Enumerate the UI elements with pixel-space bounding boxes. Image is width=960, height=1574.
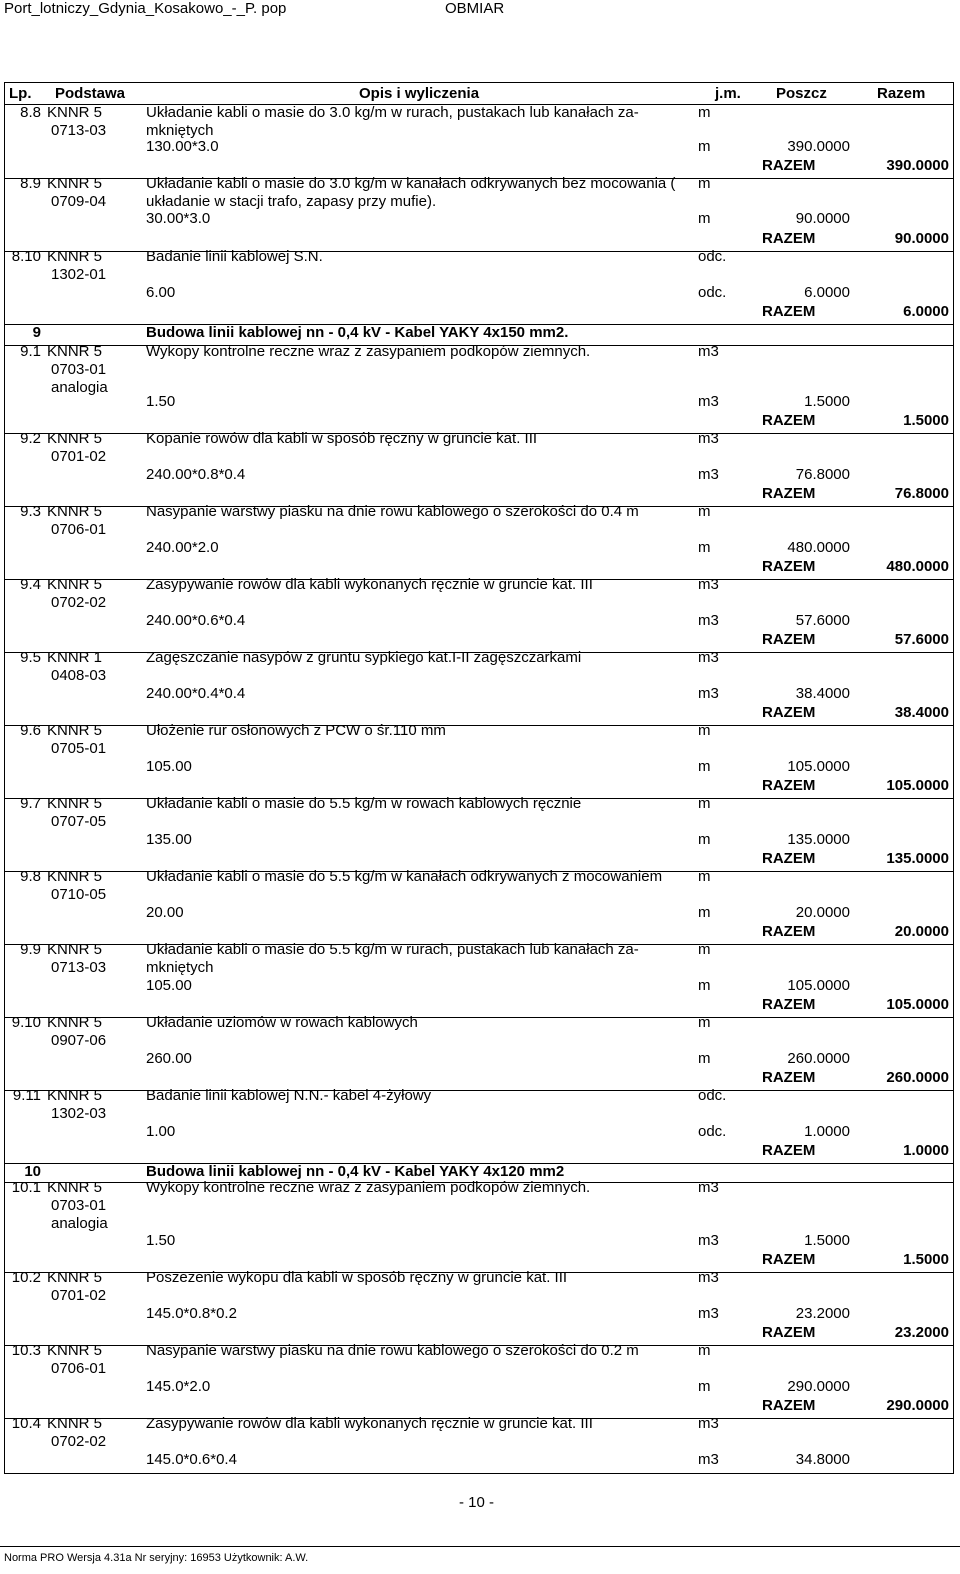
razem-label: RAZEM bbox=[762, 704, 816, 721]
basis-line: 0713-03 bbox=[51, 959, 107, 976]
item-basis bbox=[47, 795, 143, 831]
razem-label: RAZEM bbox=[762, 412, 816, 429]
partial-value: 23.2000 bbox=[795, 1305, 850, 1322]
item-basis bbox=[47, 1014, 143, 1050]
calculation: 240.00*0.4*0.4 bbox=[146, 685, 246, 702]
calculation-unit: m3 bbox=[698, 685, 719, 702]
item-basis bbox=[47, 941, 143, 977]
item-number: 9.3 bbox=[20, 503, 41, 520]
calculation-unit: odc. bbox=[698, 1123, 727, 1140]
item-basis bbox=[47, 248, 143, 284]
footer-text: Norma PRO Wersja 4.31a Nr seryjny: 16953 Użytkownik: A.W. bbox=[4, 1552, 309, 1564]
basis-line: 0703-01 bbox=[51, 1197, 107, 1214]
basis-line: 0710-05 bbox=[51, 886, 107, 903]
calculation: 240.00*0.8*0.4 bbox=[146, 466, 246, 483]
calculation: 105.00 bbox=[146, 977, 192, 994]
item-unit: m3 bbox=[698, 1179, 719, 1196]
page-number: - 10 - bbox=[459, 1494, 495, 1511]
partial-value: 135.0000 bbox=[787, 831, 850, 848]
basis-line: KNNR 5 bbox=[47, 343, 103, 360]
item-unit: m3 bbox=[698, 1269, 719, 1286]
partial-value: 34.8000 bbox=[795, 1451, 850, 1468]
section-number: 10 bbox=[24, 1163, 41, 1180]
basis-line: 0706-01 bbox=[51, 521, 107, 538]
basis-line: KNNR 1 bbox=[47, 649, 103, 666]
item-number: 9.5 bbox=[20, 649, 41, 666]
col-poszcz: Poszcz bbox=[776, 85, 827, 102]
razem-value: 76.8000 bbox=[894, 485, 949, 502]
calculation-unit: m bbox=[698, 904, 711, 921]
calculation-unit: m3 bbox=[698, 1305, 719, 1322]
razem-label: RAZEM bbox=[762, 303, 816, 320]
partial-value: 90.0000 bbox=[795, 210, 850, 227]
calculation-unit: m3 bbox=[698, 1451, 719, 1468]
partial-value: 480.0000 bbox=[787, 539, 850, 556]
item-basis bbox=[47, 175, 143, 211]
basis-line: analogia bbox=[51, 379, 108, 396]
obmiar-table bbox=[4, 82, 954, 1474]
basis-line: KNNR 5 bbox=[47, 430, 103, 447]
item-basis bbox=[47, 868, 143, 904]
calculation-unit: m bbox=[698, 210, 711, 227]
col-lp: Lp. bbox=[9, 85, 32, 102]
item-description: Zagęszczanie nasypów z gruntu sypkiego kat.I-II zagęszczarkami bbox=[146, 649, 582, 666]
calculation-unit: m bbox=[698, 539, 711, 556]
calculation-unit: odc. bbox=[698, 284, 727, 301]
basis-line: KNNR 5 bbox=[47, 1014, 103, 1031]
partial-value: 38.4000 bbox=[795, 685, 850, 702]
calculation-unit: m bbox=[698, 1378, 711, 1395]
table-row bbox=[5, 1415, 953, 1472]
item-basis bbox=[47, 1342, 143, 1378]
basis-line: KNNR 5 bbox=[47, 1342, 103, 1359]
item-number: 10.2 bbox=[11, 1269, 41, 1286]
basis-line: KNNR 5 bbox=[47, 503, 103, 520]
table-row bbox=[5, 104, 953, 175]
razem-label: RAZEM bbox=[762, 1251, 816, 1268]
item-unit: m3 bbox=[698, 430, 719, 447]
calculation: 145.0*0.6*0.4 bbox=[146, 1451, 237, 1468]
table-row bbox=[5, 1087, 953, 1160]
item-description: Układanie kabli o masie do 3.0 kg/m w rurach, pustakach lub kanałach za-mkniętych bbox=[146, 104, 639, 139]
item-number: 9.10 bbox=[11, 1014, 41, 1031]
basis-line: KNNR 5 bbox=[47, 576, 103, 593]
razem-label: RAZEM bbox=[762, 923, 816, 940]
item-description: Układanie kabli o masie do 5.5 kg/m w rurach, pustakach lub kanałach za-mkniętych bbox=[146, 941, 639, 976]
basis-line: KNNR 5 bbox=[47, 1269, 103, 1286]
col-razem: Razem bbox=[877, 85, 926, 102]
item-basis bbox=[47, 503, 143, 539]
calculation: 240.00*0.6*0.4 bbox=[146, 612, 246, 629]
razem-value: 390.0000 bbox=[886, 157, 949, 174]
razem-label: RAZEM bbox=[762, 1397, 816, 1414]
razem-value: 290.0000 bbox=[886, 1397, 949, 1414]
item-basis bbox=[47, 722, 143, 758]
table-row bbox=[5, 941, 953, 1014]
item-unit: m bbox=[698, 941, 711, 958]
table-row bbox=[5, 795, 953, 868]
razem-label: RAZEM bbox=[762, 485, 816, 502]
item-description: Kopanie rowów dla kabli w sposób ręczny w gruncie kat. III bbox=[146, 430, 538, 447]
calculation-unit: m bbox=[698, 138, 711, 155]
item-basis bbox=[47, 1179, 143, 1233]
item-description: Układanie kabli o masie do 5.5 kg/m w rowach kablowych ręcznie bbox=[146, 795, 582, 812]
item-unit: m3 bbox=[698, 1415, 719, 1432]
table-row bbox=[5, 503, 953, 576]
item-basis bbox=[47, 1415, 143, 1451]
razem-label: RAZEM bbox=[762, 1142, 816, 1159]
section-title: Budowa linii kablowej nn - 0,4 kV - Kabel YAKY 4x120 mm2 bbox=[146, 1163, 565, 1180]
page-footer bbox=[0, 1546, 960, 1564]
section-title: Budowa linii kablowej nn - 0,4 kV - Kabel YAKY 4x150 mm2. bbox=[146, 324, 569, 341]
document-title: OBMIAR bbox=[445, 0, 505, 17]
razem-value: 480.0000 bbox=[886, 558, 949, 575]
calculation: 145.0*0.8*0.2 bbox=[146, 1305, 237, 1322]
basis-line: 0705-01 bbox=[51, 740, 107, 757]
item-basis bbox=[47, 430, 143, 466]
table-row bbox=[5, 1014, 953, 1087]
item-unit: m bbox=[698, 175, 711, 192]
calculation: 6.00 bbox=[146, 284, 176, 301]
table-row bbox=[5, 722, 953, 795]
table-header-row bbox=[5, 83, 953, 105]
table-row bbox=[5, 1179, 953, 1269]
item-number: 9.8 bbox=[20, 868, 41, 885]
calculation-unit: m3 bbox=[698, 612, 719, 629]
basis-line: KNNR 5 bbox=[47, 941, 103, 958]
basis-line: 0707-05 bbox=[51, 813, 107, 830]
razem-value: 1.5000 bbox=[903, 1251, 949, 1268]
basis-line: 0702-02 bbox=[51, 594, 107, 611]
partial-value: 390.0000 bbox=[787, 138, 850, 155]
item-unit: m bbox=[698, 503, 711, 520]
item-unit: odc. bbox=[698, 248, 727, 265]
table-row bbox=[5, 430, 953, 503]
item-unit: m3 bbox=[698, 649, 719, 666]
partial-value: 1.5000 bbox=[804, 393, 850, 410]
razem-value: 6.0000 bbox=[903, 303, 949, 320]
col-podstawa: Podstawa bbox=[55, 85, 126, 102]
table-row bbox=[5, 868, 953, 941]
item-description: Badanie linii kablowej S.N. bbox=[146, 248, 323, 265]
item-basis bbox=[47, 1269, 143, 1305]
item-number: 9.4 bbox=[20, 576, 41, 593]
item-unit: m3 bbox=[698, 343, 719, 360]
razem-value: 105.0000 bbox=[886, 777, 949, 794]
item-unit: m bbox=[698, 722, 711, 739]
partial-value: 105.0000 bbox=[787, 977, 850, 994]
calculation: 130.00*3.0 bbox=[146, 138, 219, 155]
razem-value: 1.0000 bbox=[903, 1142, 949, 1159]
calculation-unit: m3 bbox=[698, 1232, 719, 1249]
item-description: Nasypanie warstwy piasku na dnie rowu kablowego o szerokości do 0.4 m bbox=[146, 503, 639, 520]
partial-value: 20.0000 bbox=[795, 904, 850, 921]
basis-line: KNNR 5 bbox=[47, 175, 103, 192]
item-description: Układanie kabli o masie do 3.0 kg/m w kanałach odkrywanych bez mocowania ( układanie w stacji trafo, zapasy przy mufie). bbox=[146, 175, 676, 210]
razem-label: RAZEM bbox=[762, 558, 816, 575]
item-unit: m bbox=[698, 868, 711, 885]
partial-value: 105.0000 bbox=[787, 758, 850, 775]
item-description: Nasypanie warstwy piasku na dnie rowu kablowego o szerokości do 0.2 m bbox=[146, 1342, 639, 1359]
razem-label: RAZEM bbox=[762, 777, 816, 794]
item-number: 8.8 bbox=[20, 104, 41, 121]
item-basis bbox=[47, 104, 143, 140]
razem-value: 20.0000 bbox=[894, 923, 949, 940]
calculation-unit: m3 bbox=[698, 393, 719, 410]
razem-label: RAZEM bbox=[762, 631, 816, 648]
razem-value: 1.5000 bbox=[903, 412, 949, 429]
basis-line: analogia bbox=[51, 1215, 108, 1232]
partial-value: 1.0000 bbox=[804, 1123, 850, 1140]
item-description: Wykopy kontrolne reczne wraz z zasypaniem podkopów ziemnych. bbox=[146, 1179, 591, 1196]
basis-line: 0709-04 bbox=[51, 193, 107, 210]
partial-value: 290.0000 bbox=[787, 1378, 850, 1395]
basis-line: 1302-03 bbox=[51, 1105, 107, 1122]
razem-value: 23.2000 bbox=[894, 1324, 949, 1341]
item-description: Układanie kabli o masie do 5.5 kg/m w kanałach odkrywanych z mocowaniem bbox=[146, 868, 663, 885]
section-number: 9 bbox=[32, 324, 41, 341]
basis-line: 0701-02 bbox=[51, 1287, 107, 1304]
razem-label: RAZEM bbox=[762, 157, 816, 174]
item-description: Wykopy kontrolne reczne wraz z zasypaniem podkopów ziemnych. bbox=[146, 343, 591, 360]
file-name: Port_lotniczy_Gdynia_Kosakowo_-_P. pop bbox=[4, 0, 287, 17]
col-jm: j.m. bbox=[715, 85, 741, 102]
item-description: Zasypywanie rowów dla kabli wykonanych ręcznie w gruncie kat. III bbox=[146, 576, 593, 593]
calculation: 30.00*3.0 bbox=[146, 210, 211, 227]
calculation-unit: m bbox=[698, 1050, 711, 1067]
item-description: Ułożenie rur osłonowych z PCW o śr.110 mm bbox=[146, 722, 446, 739]
razem-value: 135.0000 bbox=[886, 850, 949, 867]
calculation: 240.00*2.0 bbox=[146, 539, 219, 556]
item-number: 9.1 bbox=[20, 343, 41, 360]
item-number: 8.9 bbox=[20, 175, 41, 192]
basis-line: 0907-06 bbox=[51, 1032, 107, 1049]
item-basis bbox=[47, 1087, 143, 1123]
basis-line: 0703-01 bbox=[51, 361, 107, 378]
item-description: Poszezenie wykopu dla kabli w sposób ręczny w gruncie kat. III bbox=[146, 1269, 568, 1286]
calculation: 1.50 bbox=[146, 393, 176, 410]
razem-value: 260.0000 bbox=[886, 1069, 949, 1086]
item-unit: m bbox=[698, 1342, 711, 1359]
basis-line: KNNR 5 bbox=[47, 868, 103, 885]
item-description: Badanie linii kablowej N.N.- kabel 4-żyłowy bbox=[146, 1087, 432, 1104]
item-number: 10.3 bbox=[11, 1342, 41, 1359]
basis-line: 0702-02 bbox=[51, 1433, 107, 1450]
item-unit: odc. bbox=[698, 1087, 727, 1104]
table-row bbox=[5, 248, 953, 321]
razem-value: 90.0000 bbox=[894, 230, 949, 247]
col-opis: Opis i wyliczenia bbox=[359, 85, 480, 102]
razem-value: 105.0000 bbox=[886, 996, 949, 1013]
razem-label: RAZEM bbox=[762, 1069, 816, 1086]
calculation: 145.0*2.0 bbox=[146, 1378, 211, 1395]
table-row bbox=[5, 576, 953, 649]
basis-line: KNNR 5 bbox=[47, 248, 103, 265]
item-number: 10.1 bbox=[11, 1179, 41, 1196]
calculation-unit: m bbox=[698, 977, 711, 994]
partial-value: 1.5000 bbox=[804, 1232, 850, 1249]
item-number: 9.7 bbox=[20, 795, 41, 812]
item-unit: m bbox=[698, 1014, 711, 1031]
item-number: 8.10 bbox=[11, 248, 41, 265]
calculation: 20.00 bbox=[146, 904, 184, 921]
item-basis bbox=[47, 576, 143, 612]
item-number: 9.6 bbox=[20, 722, 41, 739]
razem-label: RAZEM bbox=[762, 230, 816, 247]
basis-line: KNNR 5 bbox=[47, 1087, 103, 1104]
section-heading bbox=[5, 324, 953, 344]
basis-line: KNNR 5 bbox=[47, 104, 103, 121]
razem-label: RAZEM bbox=[762, 1324, 816, 1341]
item-basis bbox=[47, 343, 143, 397]
calculation-unit: m bbox=[698, 831, 711, 848]
item-number: 9.11 bbox=[12, 1087, 41, 1104]
razem-value: 57.6000 bbox=[894, 631, 949, 648]
calculation: 1.50 bbox=[146, 1232, 176, 1249]
basis-line: KNNR 5 bbox=[47, 1179, 103, 1196]
basis-line: 0701-02 bbox=[51, 448, 107, 465]
calculation: 135.00 bbox=[146, 831, 192, 848]
table-row bbox=[5, 1342, 953, 1415]
item-number: 10.4 bbox=[11, 1415, 41, 1432]
calculation-unit: m3 bbox=[698, 466, 719, 483]
item-number: 9.9 bbox=[20, 941, 41, 958]
basis-line: KNNR 5 bbox=[47, 1415, 103, 1432]
razem-value: 38.4000 bbox=[894, 704, 949, 721]
razem-label: RAZEM bbox=[762, 996, 816, 1013]
table-row bbox=[5, 1269, 953, 1342]
basis-line: KNNR 5 bbox=[47, 795, 103, 812]
item-unit: m3 bbox=[698, 576, 719, 593]
item-description: Zasypywanie rowów dla kabli wykonanych ręcznie w gruncie kat. III bbox=[146, 1415, 593, 1432]
calculation: 105.00 bbox=[146, 758, 192, 775]
item-number: 9.2 bbox=[20, 430, 41, 447]
page-header bbox=[0, 0, 960, 20]
item-unit: m bbox=[698, 104, 711, 121]
basis-line: 0408-03 bbox=[51, 667, 107, 684]
partial-value: 6.0000 bbox=[804, 284, 850, 301]
table-row bbox=[5, 649, 953, 722]
partial-value: 57.6000 bbox=[795, 612, 850, 629]
table-row bbox=[5, 343, 953, 430]
calculation: 1.00 bbox=[146, 1123, 176, 1140]
table-row bbox=[5, 175, 953, 248]
basis-line: KNNR 5 bbox=[47, 722, 103, 739]
calculation: 260.00 bbox=[146, 1050, 192, 1067]
basis-line: 0706-01 bbox=[51, 1360, 107, 1377]
basis-line: 1302-01 bbox=[51, 266, 107, 283]
partial-value: 260.0000 bbox=[787, 1050, 850, 1067]
item-basis bbox=[47, 649, 143, 685]
item-unit: m bbox=[698, 795, 711, 812]
item-description: Układanie uziomów w rowach kablowych bbox=[146, 1014, 418, 1031]
razem-label: RAZEM bbox=[762, 850, 816, 867]
calculation-unit: m bbox=[698, 758, 711, 775]
basis-line: 0713-03 bbox=[51, 122, 107, 139]
partial-value: 76.8000 bbox=[795, 466, 850, 483]
